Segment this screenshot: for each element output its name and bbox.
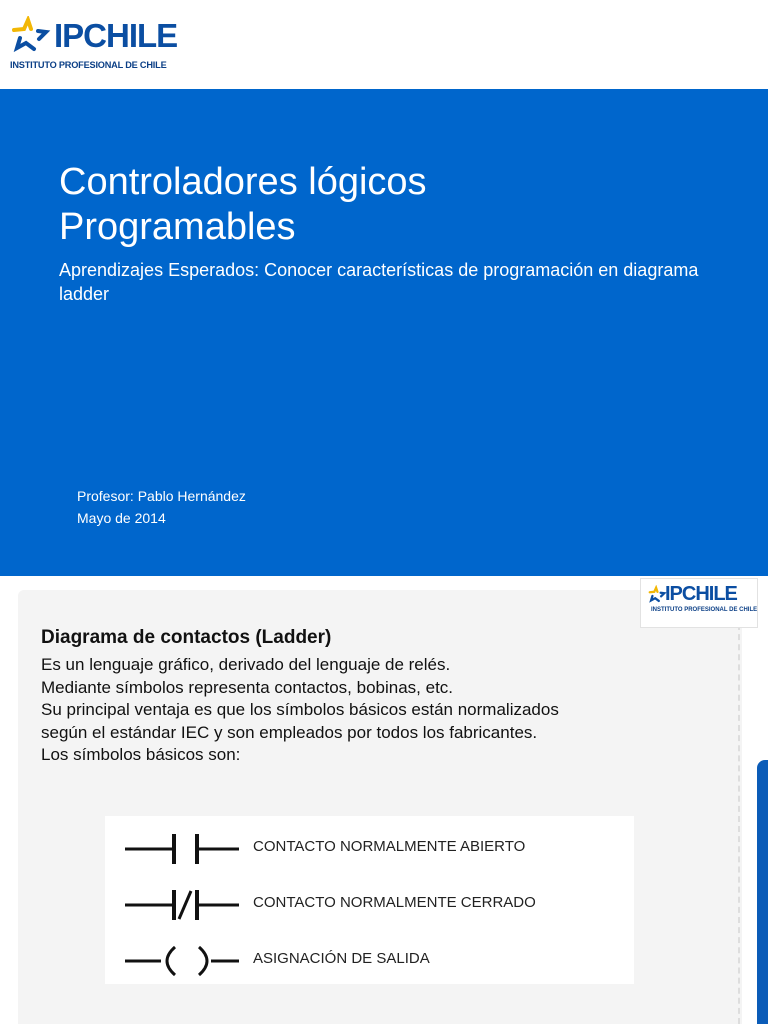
presentation-date: Mayo de 2014 xyxy=(77,510,166,526)
symbol-label: CONTACTO NORMALMENTE CERRADO xyxy=(253,894,536,911)
symbol-label: CONTACTO NORMALMENTE ABIERTO xyxy=(253,838,526,855)
star-logo-icon xyxy=(647,585,667,605)
body-line: Su principal ventaja es que los símbolos básicos están normalizados xyxy=(41,700,559,720)
symbol-label: ASIGNACIÓN DE SALIDA xyxy=(253,950,430,967)
body-line: Es un lenguaje gráfico, derivado del lenguaje de relés. xyxy=(41,655,451,674)
slide-heading: Diagrama de contactos (Ladder) xyxy=(41,627,332,648)
professor-name: Profesor: Pablo Hernández xyxy=(77,488,246,504)
symbol-row xyxy=(105,884,634,924)
output-coil-icon xyxy=(123,944,243,978)
brand-subtitle: INSTITUTO PROFESIONAL DE CHILE xyxy=(10,60,167,70)
body-line: según el estándar IEC y son empleados por todos los fabricantes. xyxy=(41,722,538,742)
symbol-row xyxy=(105,940,634,980)
body-line: Los símbolos básicos son: xyxy=(41,745,241,765)
ipchile-logo-small xyxy=(640,578,758,628)
ladder-symbols-figure xyxy=(105,816,634,984)
star-logo-icon xyxy=(8,16,52,56)
body-line: Mediante símbolos representa contactos, bobinas, etc. xyxy=(41,677,454,697)
slide-subtitle: Aprendizajes Esperados: Conocer características de programación en diagrama ladder xyxy=(59,260,699,304)
title-line-1: Controladores lógicos xyxy=(59,161,427,203)
slide-title xyxy=(59,160,699,250)
ipchile-logo xyxy=(8,12,176,76)
title-line-2: Programables xyxy=(59,206,296,248)
brand-subtitle: INSTITUTO PROFESIONAL DE CHILE xyxy=(651,607,758,613)
body-text xyxy=(41,654,701,767)
panel-divider xyxy=(738,624,742,1024)
normally-closed-contact-icon xyxy=(123,888,243,922)
ladder-slide xyxy=(0,576,768,1024)
logo-band xyxy=(0,0,768,89)
brand-name: IPCHILE xyxy=(54,17,178,54)
brand-name: IPCHILE xyxy=(665,583,737,605)
side-accent-tab xyxy=(757,760,768,1024)
symbol-row xyxy=(105,828,634,868)
normally-open-contact-icon xyxy=(123,832,243,866)
